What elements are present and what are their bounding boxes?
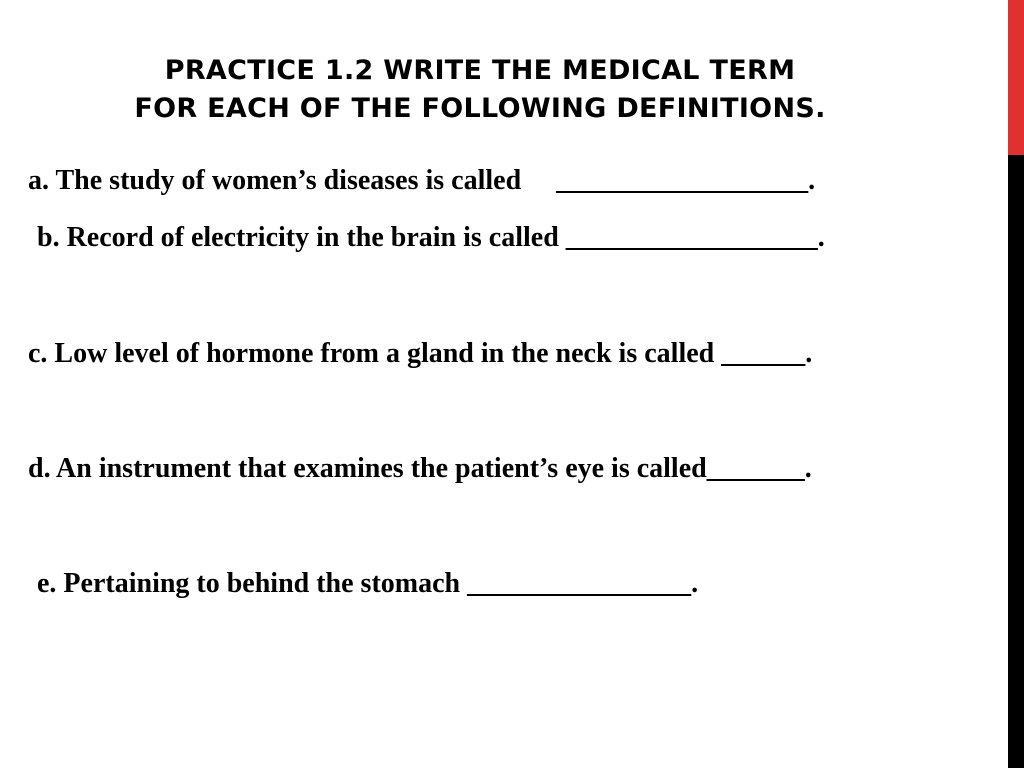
accent-bar-red [1008, 0, 1024, 155]
title-line-2: FOR EACH OF THE FOLLOWING DEFINITIONS. [134, 93, 826, 124]
slide-title [40, 52, 920, 128]
definition-e: e. Pertaining to behind the stomach ________________. [37, 568, 699, 599]
accent-bar-black [1008, 155, 1024, 768]
title-line-1: PRACTICE 1.2 WRITE THE MEDICAL TERM [164, 55, 796, 86]
definition-c: c. Low level of hormone from a gland in the neck is called ______. [28, 338, 813, 369]
definition-d: d. An instrument that examines the patient’s eye is called_______. [28, 453, 812, 484]
definition-b: b. Record of electricity in the brain is called __________________. [37, 222, 825, 253]
definition-a: a. The study of women’s diseases is called __________________. [28, 165, 816, 196]
